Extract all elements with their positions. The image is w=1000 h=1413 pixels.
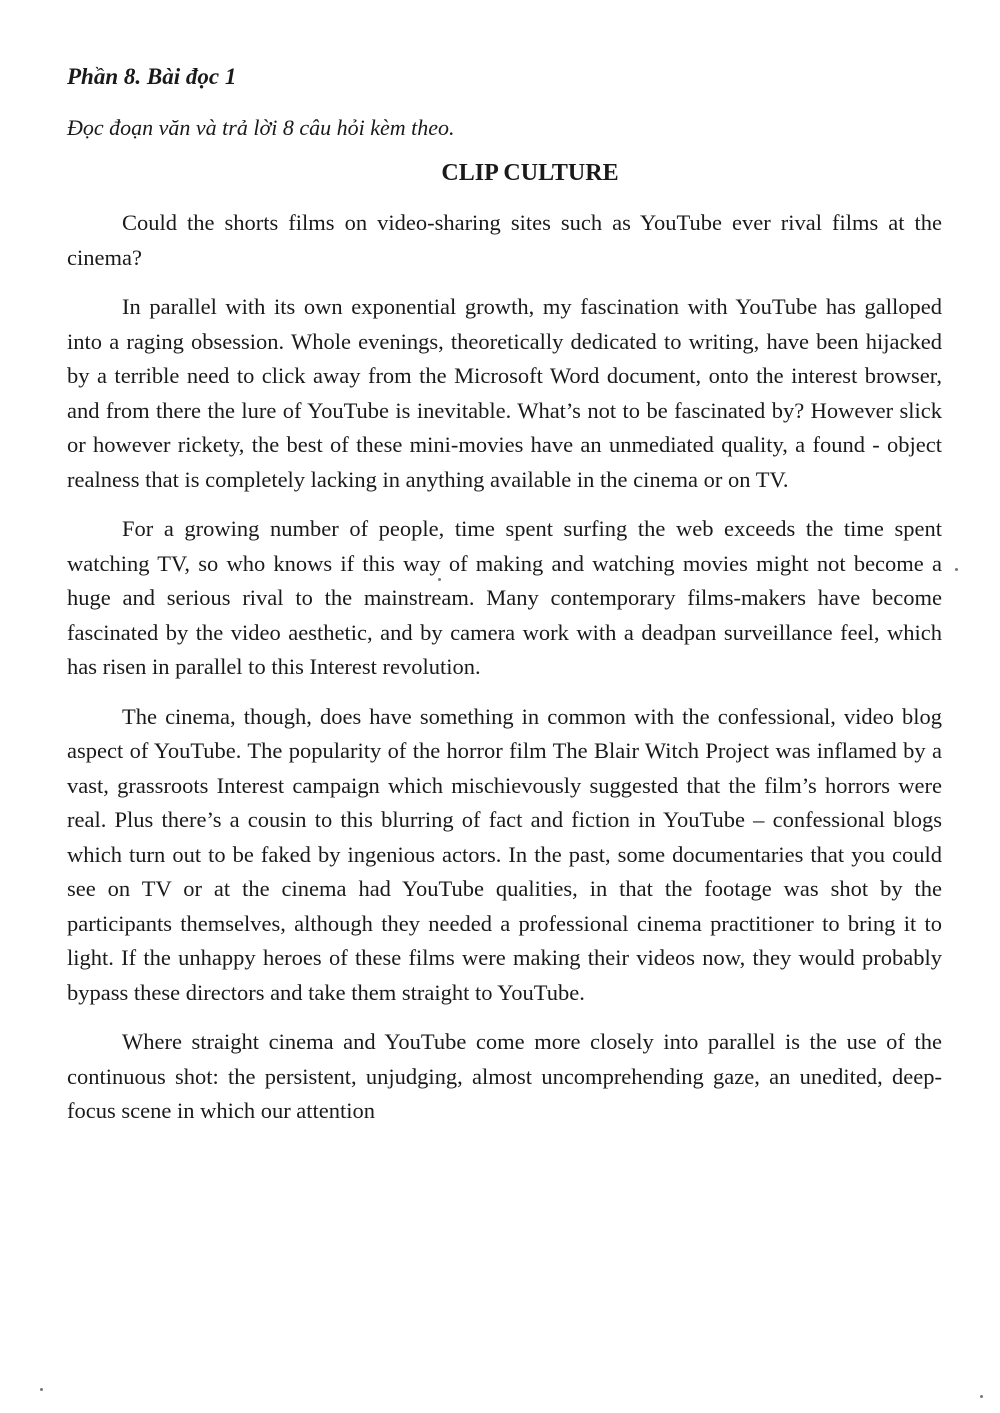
paragraph-5: Where straight cinema and YouTube come more closely into parallel is the use of the continuous shot: the persistent, unjudging, almost uncomprehending gaze, an unedited, deep-focus scene in which our attention (67, 1029, 942, 1123)
scan-speck (438, 578, 441, 581)
paragraph-2: In parallel with its own exponential growth, my fascination with YouTube has galloped into a raging obsession. Whole evenings, theoretically dedicated to writing, have been hijacked by a terrible need to click away from the Microsoft Word document, onto the interest browser, and from there the lure of YouTube is inevitable. What’s not to be fascinated by? However slick or however rickety, the best of these mini-movies have an unmediated quality, a found - object realness that is completely lacking in anything available in the cinema or on TV. (67, 294, 942, 492)
paragraph-1: Could the shorts films on video-sharing sites such as YouTube ever rival films at the cinema? (67, 210, 942, 270)
article-title: CLIP CULTURE (441, 160, 619, 186)
paragraph-3: For a growing number of people, time spent surfing the web exceeds the time spent watching TV, so who knows if this way of making and watching movies might not become a huge and serious rival to the mainstream. Many contemporary films-makers have become fascinated by the video aesthetic, and by camera work with a deadpan surveillance feel, which has risen in parallel to this Interest revolution. (67, 516, 942, 679)
scan-speck (980, 1395, 983, 1398)
scan-speck (40, 1388, 43, 1391)
section-instruction: Đọc đoạn văn và trả lời 8 câu hỏi kèm theo. (67, 115, 455, 140)
scan-speck (955, 568, 958, 571)
section-title: Phần 8. Bài đọc 1 (67, 64, 237, 89)
paragraph-4: The cinema, though, does have something in common with the confessional, video blog aspect of YouTube. The popularity of the horror film The Blair Witch Project was inflamed by a vast, grassroots Interest campaign which mischievously suggested that the film’s horrors were real. Plus there’s a cousin to this blurring of fact and fiction in YouTube – confessional blogs which turn out to be faked by ingenious actors. In the past, some documentaries that you could see on TV or at the cinema had YouTube qualities, in that the footage was shot by the participants themselves, although they needed a professional cinema practitioner to bring it to light. If the unhappy heroes of these films were making their videos now, they would probably bypass these directors and take them straight to YouTube. (67, 703, 942, 1005)
article-body (67, 206, 942, 1128)
